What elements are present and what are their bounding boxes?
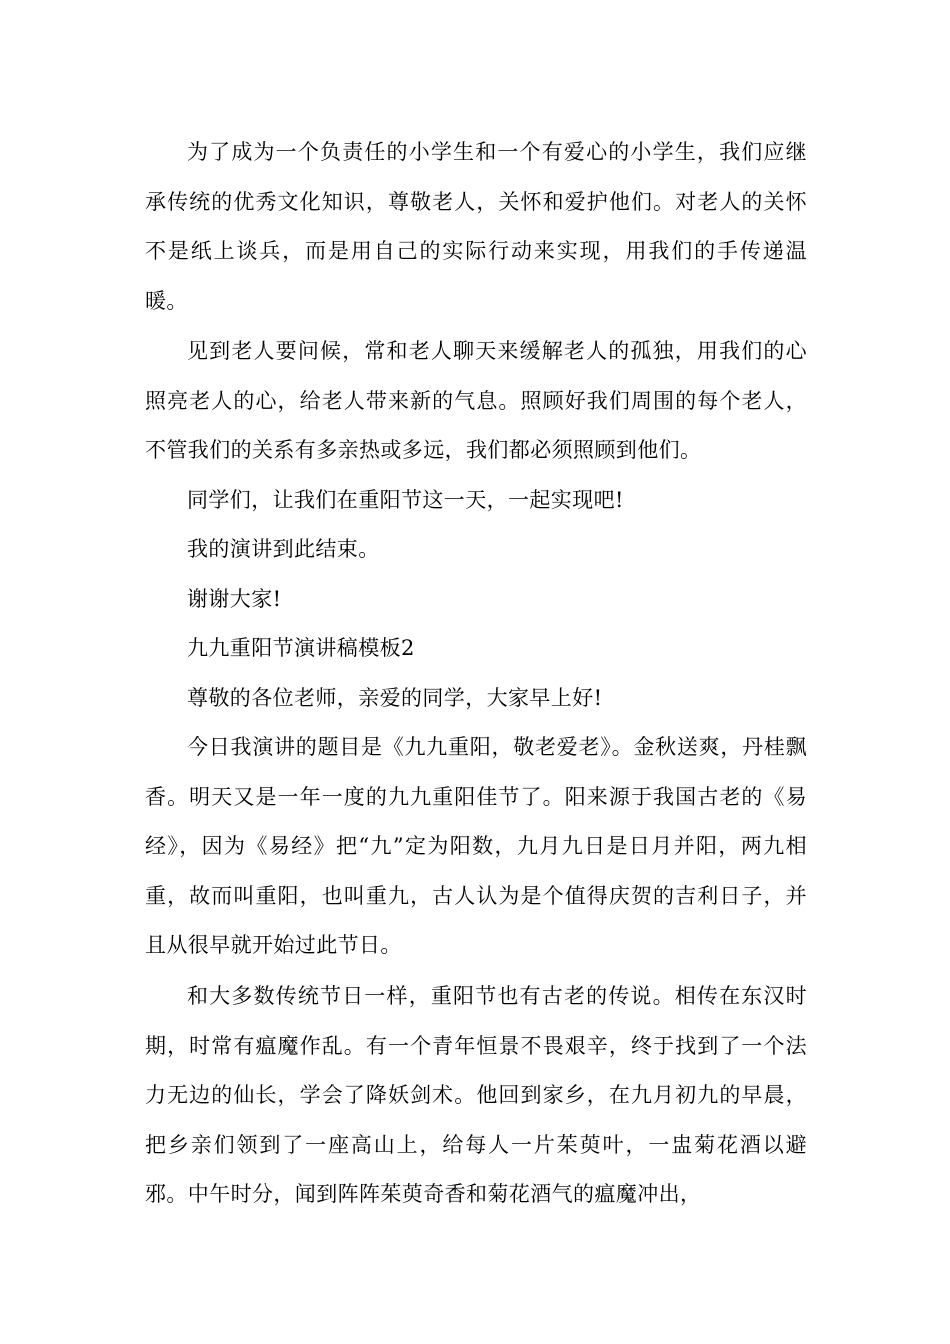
paragraph-salutation: 尊敬的各位老师，亲爱的同学，大家早上好! bbox=[187, 686, 603, 710]
paragraph-topic-intro: 今日我演讲的题目是《九九重阳，敬老爱老》。金秋送爽，丹桂飘香。明天又是一年一度的九九重阳佳节了。阳来源于我国古老的《易经》，因为《易经》把“九”定为阳数，九月九日是日月并阳，两九相重，故而叫重阳，也叫重九，古人认为是个值得庆贺的吉利日子，并且从很早就开始过此节日。 bbox=[145, 735, 807, 957]
paragraph-legend: 和大多数传统节日一样，重阳节也有古老的传说。相传在东汉时期，时常有瘟魔作乱。有一个青年恒景不畏艰辛，终于找到了一个法力无边的仙长，学会了降妖剑术。他回到家乡，在九月初九的早晨，把乡亲们领到了一座高山上，给每人一片茱萸叶，一盅菊花酒以避邪。中午时分，闻到阵阵茱萸奇香和菊花酒气的瘟魔冲出， bbox=[145, 984, 807, 1206]
paragraph-thanks: 谢谢大家! bbox=[187, 587, 282, 611]
paragraph-call-to-action: 同学们，让我们在重阳节这一天，一起实现吧! bbox=[187, 488, 624, 512]
paragraph-greet-elders: 见到老人要问候，常和老人聊天来缓解老人的孤独，用我们的心照亮老人的心，给老人带来新的气息。照顾好我们周围的每个老人，不管我们的关系有多亲热或多远，我们都必须照顾到他们。 bbox=[145, 339, 807, 462]
section-heading: 九九重阳节演讲稿模板2 bbox=[187, 636, 415, 660]
paragraph-closing: 我的演讲到此结束。 bbox=[187, 537, 380, 561]
paragraph-responsibility: 为了成为一个负责任的小学生和一个有爱心的小学生，我们应继承传统的优秀文化知识，尊敬老人，关怀和爱护他们。对老人的关怀不是纸上谈兵，而是用自己的实际行动来实现，用我们的手传递温暖。 bbox=[145, 140, 807, 313]
